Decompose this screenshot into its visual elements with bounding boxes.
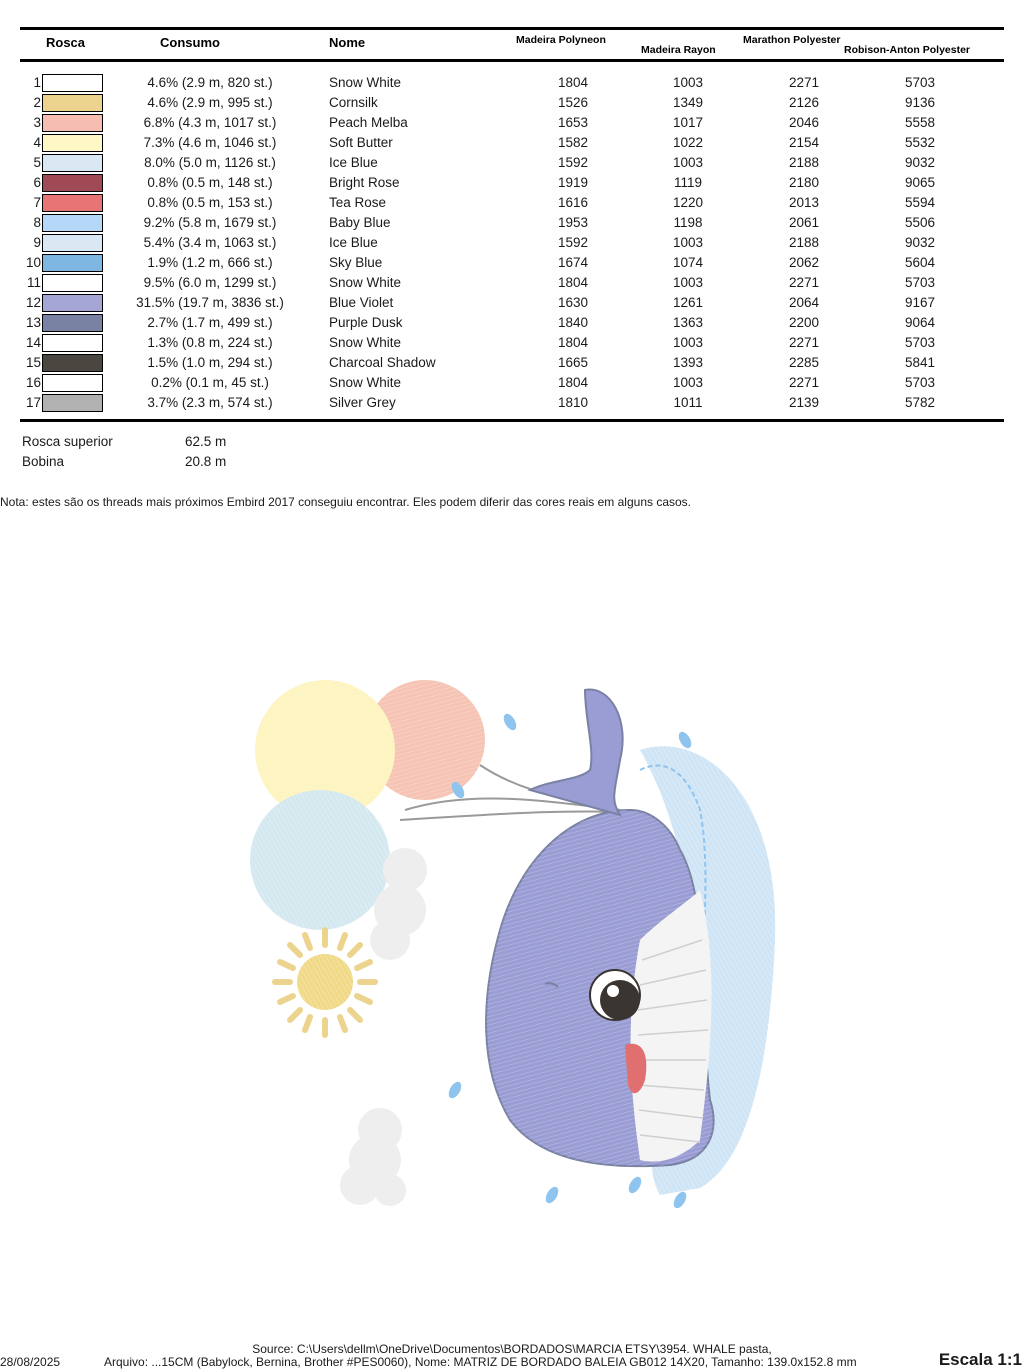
marathon-polyester-code: 2188	[788, 155, 820, 170]
color-swatch	[42, 334, 103, 352]
table-row	[0, 132, 1024, 152]
thread-index: 14	[25, 335, 41, 350]
thread-consumption: 9.2% (5.8 m, 1679 st.)	[143, 215, 277, 230]
color-swatch	[42, 254, 103, 272]
thread-index: 10	[25, 255, 41, 270]
thread-index: 1	[33, 75, 41, 90]
marathon-polyester-code: 2188	[788, 235, 820, 250]
madeira-polyneon-code: 1804	[557, 335, 589, 350]
color-swatch	[42, 114, 103, 132]
marathon-polyester-code: 2285	[788, 355, 820, 370]
marathon-polyester-code: 2064	[788, 295, 820, 310]
table-row	[0, 152, 1024, 172]
marathon-polyester-code: 2139	[788, 395, 820, 410]
marathon-polyester-code: 2271	[788, 75, 820, 90]
madeira-rayon-code: 1003	[672, 375, 704, 390]
summary-bobbin-label: Bobina	[22, 454, 65, 469]
table-bottom-rule	[20, 419, 1004, 422]
robison-anton-code: 9167	[904, 295, 936, 310]
color-swatch	[42, 354, 103, 372]
thread-index: 9	[33, 235, 41, 250]
marathon-polyester-code: 2271	[788, 375, 820, 390]
footer-source: Source: C:\Users\dellm\OneDrive\Documentos\BORDADOS\MARCIA ETSY\3954. WHALE pasta,	[252, 1342, 772, 1356]
marathon-polyester-code: 2046	[788, 115, 820, 130]
color-swatch	[42, 134, 103, 152]
thread-consumption: 6.8% (4.3 m, 1017 st.)	[143, 115, 277, 130]
embroidery-preview	[240, 640, 800, 1220]
marathon-polyester-code: 2061	[788, 215, 820, 230]
table-row	[0, 352, 1024, 372]
color-swatch	[42, 94, 103, 112]
thread-name: Purple Dusk	[329, 315, 403, 330]
thread-name: Snow White	[329, 335, 402, 350]
thread-consumption: 8.0% (5.0 m, 1126 st.)	[144, 155, 276, 170]
thread-consumption: 0.2% (0.1 m, 45 st.)	[151, 375, 269, 390]
header-rosca: Rosca	[46, 35, 86, 50]
footer-scale: Escala 1:1	[938, 1350, 1022, 1369]
thread-consumption: 0.8% (0.5 m, 153 st.)	[147, 195, 273, 210]
table-row	[0, 252, 1024, 272]
summary-top-thread-label: Rosca superior	[22, 434, 113, 449]
table-top-rule	[20, 27, 1004, 30]
thread-consumption: 9.5% (6.0 m, 1299 st.)	[143, 275, 277, 290]
robison-anton-code: 5594	[904, 195, 936, 210]
marathon-polyester-code: 2271	[788, 275, 820, 290]
thread-consumption: 7.3% (4.6 m, 1046 st.)	[143, 135, 277, 150]
madeira-polyneon-code: 1804	[557, 75, 589, 90]
robison-anton-code: 5532	[904, 135, 936, 150]
robison-anton-code: 5558	[904, 115, 936, 130]
thread-note: Nota: estes são os threads mais próximos Embird 2017 conseguiu encontrar. Eles podem diferir das cores reais em alguns casos.	[0, 495, 692, 509]
thread-index: 2	[33, 95, 41, 110]
robison-anton-code: 5782	[904, 395, 936, 410]
table-row	[0, 212, 1024, 232]
robison-anton-code: 5506	[904, 215, 936, 230]
marathon-polyester-code: 2200	[788, 315, 820, 330]
table-row	[0, 372, 1024, 392]
robison-anton-code: 5841	[904, 355, 936, 370]
madeira-polyneon-code: 1665	[557, 355, 589, 370]
madeira-polyneon-code: 1674	[557, 255, 589, 270]
thread-consumption: 1.3% (0.8 m, 224 st.)	[147, 335, 273, 350]
thread-consumption: 1.9% (1.2 m, 666 st.)	[147, 255, 273, 270]
thread-name: Cornsilk	[329, 95, 378, 110]
madeira-polyneon-code: 1592	[557, 155, 589, 170]
madeira-polyneon-code: 1840	[557, 315, 589, 330]
marathon-polyester-code: 2013	[788, 195, 820, 210]
thread-index: 15	[25, 355, 41, 370]
color-swatch	[42, 74, 103, 92]
thread-consumption: 0.8% (0.5 m, 148 st.)	[147, 175, 273, 190]
thread-index: 5	[33, 155, 41, 170]
robison-anton-code: 9065	[904, 175, 936, 190]
robison-anton-code: 9136	[904, 95, 936, 110]
madeira-rayon-code: 1074	[672, 255, 704, 270]
thread-name: Tea Rose	[329, 195, 387, 210]
thread-name: Ice Blue	[329, 235, 378, 250]
footer-date: 28/08/2025	[0, 1355, 61, 1369]
marathon-polyester-code: 2154	[788, 135, 820, 150]
madeira-polyneon-code: 1804	[557, 275, 589, 290]
madeira-polyneon-code: 1592	[557, 235, 589, 250]
madeira-rayon-code: 1363	[672, 315, 704, 330]
thread-index: 17	[25, 395, 41, 410]
color-swatch	[42, 394, 103, 412]
thread-index: 12	[25, 295, 41, 310]
thread-name: Peach Melba	[329, 115, 408, 130]
color-swatch	[42, 214, 103, 232]
color-swatch	[42, 174, 103, 192]
madeira-rayon-code: 1003	[672, 155, 704, 170]
header-madeira-rayon: Madeira Rayon	[641, 44, 716, 56]
thread-name: Bright Rose	[329, 175, 400, 190]
whale-embroidery-image	[240, 640, 800, 1220]
madeira-polyneon-code: 1616	[557, 195, 589, 210]
thread-name: Sky Blue	[329, 255, 383, 270]
header-robison-anton-polyester: Robison-Anton Polyester	[844, 44, 971, 56]
header-consumo: Consumo	[160, 35, 220, 50]
thread-consumption: 4.6% (2.9 m, 995 st.)	[147, 95, 273, 110]
thread-name: Silver Grey	[329, 395, 396, 410]
footer-file-info: Arquivo: ...15CM (Babylock, Bernina, Brother #PES0060), Nome: MATRIZ DE BORDADO BALEIA GB012 14X20, Tamanho: 139.0x152.8 mm	[104, 1355, 857, 1369]
color-swatch	[42, 234, 103, 252]
table-row	[0, 192, 1024, 212]
madeira-rayon-code: 1011	[673, 395, 703, 410]
madeira-rayon-code: 1198	[673, 215, 703, 230]
color-swatch	[42, 194, 103, 212]
marathon-polyester-code: 2062	[788, 255, 820, 270]
marathon-polyester-code: 2271	[788, 335, 820, 350]
madeira-polyneon-code: 1526	[557, 95, 589, 110]
table-row	[0, 332, 1024, 352]
thread-consumption: 3.7% (2.3 m, 574 st.)	[147, 395, 273, 410]
thread-index: 8	[33, 215, 41, 230]
madeira-rayon-code: 1022	[672, 135, 704, 150]
thread-index: 3	[33, 115, 41, 130]
thread-name: Ice Blue	[329, 155, 378, 170]
madeira-polyneon-code: 1953	[557, 215, 589, 230]
robison-anton-code: 5604	[904, 255, 936, 270]
madeira-rayon-code: 1017	[672, 115, 704, 130]
table-header-rule	[20, 59, 1004, 62]
madeira-rayon-code: 1119	[673, 175, 703, 190]
table-row	[0, 172, 1024, 192]
thread-name: Snow White	[329, 275, 402, 290]
robison-anton-code: 9032	[904, 155, 936, 170]
color-swatch	[42, 294, 103, 312]
madeira-polyneon-code: 1804	[557, 375, 589, 390]
header-marathon-polyester: Marathon Polyester	[743, 34, 841, 46]
thread-index: 13	[25, 315, 41, 330]
madeira-polyneon-code: 1919	[557, 175, 589, 190]
table-row	[0, 232, 1024, 252]
summary-top-thread-value: 62.5 m	[185, 434, 227, 449]
thread-index: 7	[33, 195, 41, 210]
table-row	[0, 292, 1024, 312]
thread-name: Snow White	[329, 75, 402, 90]
madeira-rayon-code: 1393	[672, 355, 704, 370]
thread-name: Charcoal Shadow	[329, 355, 436, 370]
thread-name: Baby Blue	[329, 215, 391, 230]
marathon-polyester-code: 2126	[788, 95, 820, 110]
thread-consumption: 2.7% (1.7 m, 499 st.)	[147, 315, 273, 330]
table-row	[0, 92, 1024, 112]
madeira-rayon-code: 1003	[672, 75, 704, 90]
madeira-rayon-code: 1261	[672, 295, 704, 310]
robison-anton-code: 5703	[904, 275, 936, 290]
table-row	[0, 112, 1024, 132]
thread-index: 11	[26, 275, 41, 290]
color-swatch	[42, 154, 103, 172]
color-swatch	[42, 314, 103, 332]
madeira-rayon-code: 1220	[672, 195, 704, 210]
thread-consumption: 1.5% (1.0 m, 294 st.)	[147, 355, 273, 370]
madeira-rayon-code: 1003	[672, 275, 704, 290]
color-swatch	[42, 374, 103, 392]
madeira-polyneon-code: 1582	[557, 135, 589, 150]
robison-anton-code: 9064	[904, 315, 936, 330]
table-row	[0, 272, 1024, 292]
table-row	[0, 392, 1024, 412]
thread-index: 6	[33, 175, 41, 190]
color-swatch	[42, 274, 103, 292]
madeira-rayon-code: 1349	[672, 95, 704, 110]
table-row	[0, 312, 1024, 332]
madeira-rayon-code: 1003	[672, 235, 704, 250]
madeira-polyneon-code: 1653	[557, 115, 589, 130]
summary-bobbin-value: 20.8 m	[185, 454, 227, 469]
madeira-polyneon-code: 1810	[557, 395, 589, 410]
thread-index: 16	[25, 375, 41, 390]
header-madeira-polyneon: Madeira Polyneon	[516, 34, 606, 46]
thread-name: Snow White	[329, 375, 402, 390]
thread-index: 4	[33, 135, 41, 150]
robison-anton-code: 9032	[904, 235, 936, 250]
robison-anton-code: 5703	[904, 375, 936, 390]
robison-anton-code: 5703	[904, 75, 936, 90]
header-nome: Nome	[329, 35, 366, 50]
thread-consumption: 31.5% (19.7 m, 3836 st.)	[136, 295, 284, 310]
table-row	[0, 72, 1024, 92]
madeira-rayon-code: 1003	[672, 335, 704, 350]
thread-consumption: 5.4% (3.4 m, 1063 st.)	[143, 235, 277, 250]
madeira-polyneon-code: 1630	[557, 295, 589, 310]
thread-consumption: 4.6% (2.9 m, 820 st.)	[147, 75, 273, 90]
marathon-polyester-code: 2180	[788, 175, 820, 190]
robison-anton-code: 5703	[904, 335, 936, 350]
thread-name: Blue Violet	[329, 295, 394, 310]
thread-name: Soft Butter	[329, 135, 393, 150]
